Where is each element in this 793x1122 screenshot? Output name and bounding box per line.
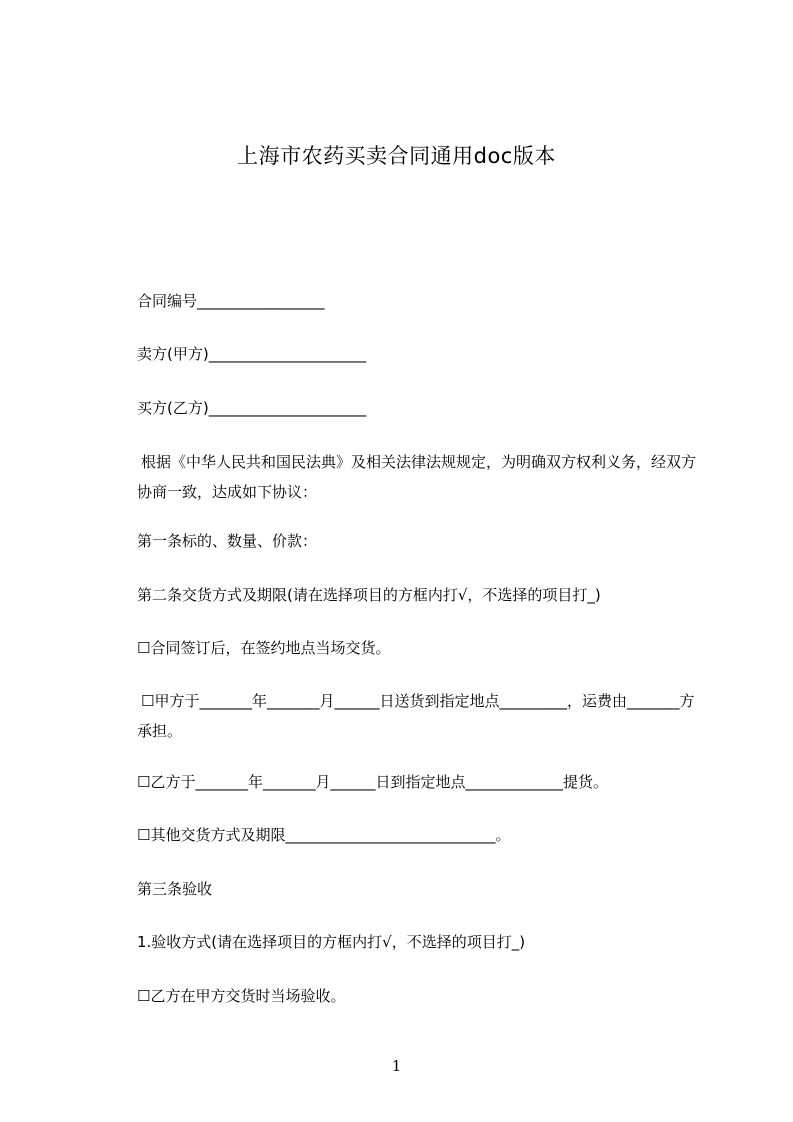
preamble-paragraph: 根据《中华人民共和国民法典》及相关法律法规规定，为明确双方权利义务，经双方协商一致，达成如下协议：	[137, 453, 697, 501]
document-title: 上海市农药买卖合同通用doc版本	[237, 144, 556, 168]
contract-number-line: 合同编号_________________	[137, 292, 325, 310]
seller-line: 卖方(甲方)_____________________	[137, 345, 367, 363]
article-two-heading: 第二条交货方式及期限(请在选择项目的方框内打√，不选择的项目打_)	[137, 586, 601, 604]
inspection-option-onsite: ☐乙方在甲方交货时当场验收。	[137, 987, 346, 1005]
buyer-line: 买方(乙方)_____________________	[137, 399, 367, 417]
delivery-option-seller-ships: ☐甲方于_______年_______月______日送货到指定地点_________，运费由_______方承担。	[137, 692, 695, 740]
article-one-heading: 第一条标的、数量、价款：	[137, 532, 318, 550]
delivery-option-other: ☐其他交货方式及期限____________________________。	[137, 826, 511, 844]
delivery-option-onsite: ☐合同签订后，在签约地点当场交货。	[137, 639, 391, 657]
inspection-method-heading: 1.验收方式(请在选择项目的方框内打√，不选择的项目打_)	[137, 933, 526, 951]
page-number: 1	[391, 1057, 402, 1075]
delivery-option-buyer-pickup: ☐乙方于_______年_______月______日到指定地点_____________提货。	[137, 773, 608, 791]
article-three-heading: 第三条验收	[137, 880, 213, 898]
